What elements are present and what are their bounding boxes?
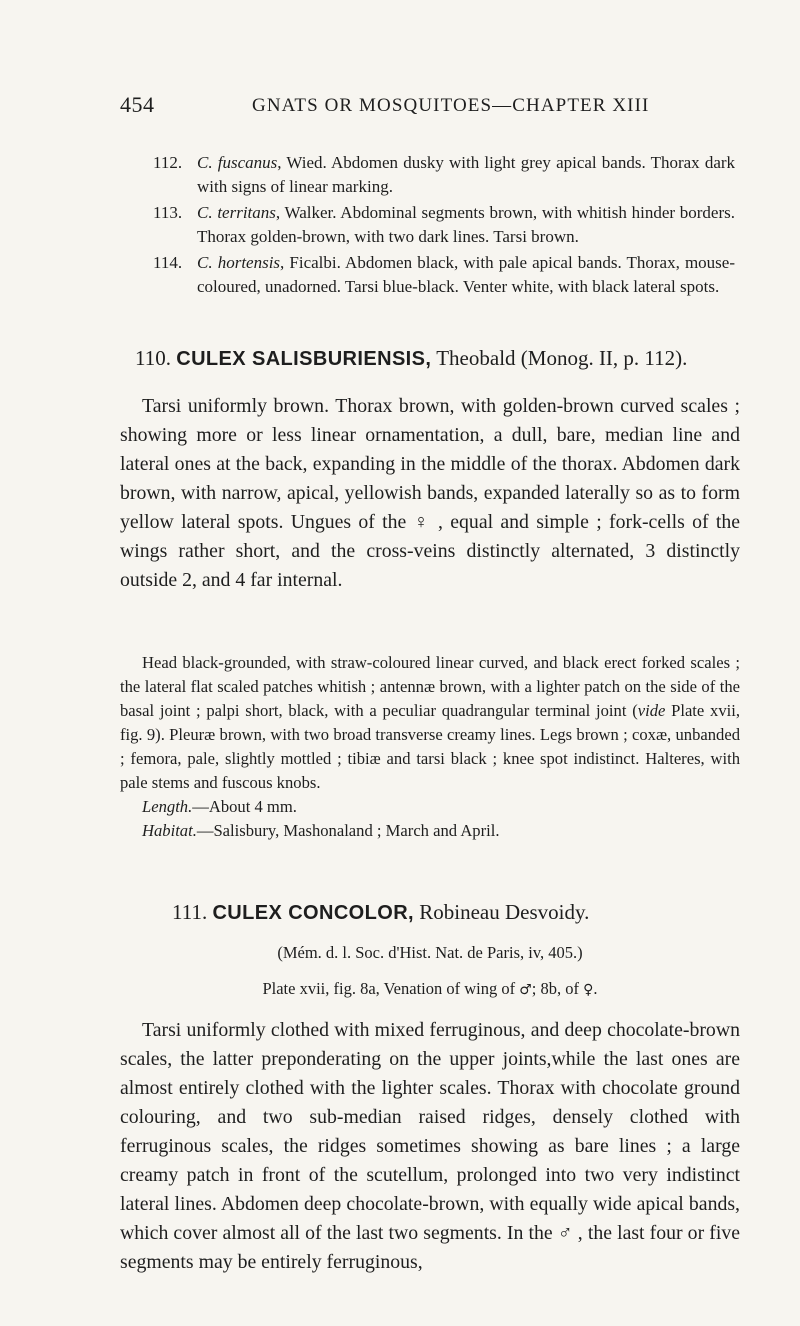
description-paragraph: Tarsi uniformly clothed with mixed ferruginous, and deep chocolate-brown scales, the latter preponderating on the upper joints,while the last ones are almost entirely clothed with the lighter scales. Thorax with chocolate ground colouring, and two sub-median raised ridges, densely clothed with ferruginous scales, the ridges sometimes showing as bare lines ; a large creamy patch in front of the scutellum, prolonged into two very indistinct lateral lines. Abdomen deep chocolate-brown, with equally wide apical bands, which cover almost all of the last two segments. In the ♂ , the last four or five segments may be entirely ferruginous, <box>120 1019 740 1273</box>
plate-reference: Plate xvii, fig. 8a, Venation of wing of ♂; 8b, of ♀. <box>262 979 598 998</box>
detail-paragraph: Head black-grounded, with straw-coloured linear curved, and black erect forked scales ; the lateral flat scaled patches whitish ; antennæ brown, with a lighter patch on the side of the basal joint ; palpi short, black, with a peculiar quadrangular terminal joint (vide Plate xvii, fig. 9). Pleuræ brown, with two broad transverse creamy lines. Legs brown ; coxæ, unbanded ; femora, pale, slightly mottled ; tibiæ and tarsi black ; knee spot indistinct. Halteres, with pale stems and fuscous knobs. <box>120 653 740 792</box>
list-item <box>153 151 735 199</box>
description-paragraph: Tarsi uniformly brown. Thorax brown, with golden-brown curved scales ; showing more or less linear ornamentation, a dull, bare, median line and lateral ones at the back, expanding in the middle of the thorax. Abdomen dark brown, with narrow, apical, yellowish bands, expanded laterally so as to form yellow lateral spots. Ungues of the ♀ , equal and simple ; fork-cells of the wings rather short, and the cross-veins distinctly alternated, 3 distinctly outside 2, and 4 far internal. <box>120 395 740 591</box>
entry-description: Abdomen black, with pale apical bands. Thorax, mouse-coloured, unadorned. Tarsi blue-black. Venter white, with black lateral spots. <box>197 253 735 296</box>
running-head <box>0 92 800 132</box>
species-heading-salisburiensis <box>135 346 755 371</box>
species-heading-concolor <box>172 900 792 925</box>
entry-authority: , Walker. <box>275 203 337 222</box>
entry-authority: , Wied. <box>277 153 327 172</box>
bibliographic-reference: (Mém. d. l. Soc. d'Hist. Nat. de Paris, iv, 405.) <box>277 943 583 962</box>
entry-authority: , Ficalbi. <box>280 253 341 272</box>
page-number: 454 <box>120 92 155 117</box>
entry-description: Abdomen dusky with light grey apical bands. Thorax dark with signs of linear marking. <box>197 153 736 196</box>
species-name: CULEX SALISBURIENSIS, <box>176 348 432 370</box>
entry-number: 114. <box>153 253 183 272</box>
habitat-value: —Salisbury, Mashonaland ; March and April. <box>196 821 500 840</box>
species-list <box>153 151 735 301</box>
chapter-title: GNATS OR MOSQUITOES—CHAPTER XIII <box>252 95 650 116</box>
entry-number: 113. <box>153 203 183 222</box>
entry-description: Abdominal segments brown, with whitish hinder borders. Thorax golden-brown, with two dark lines. Tarsi brown. <box>197 203 735 246</box>
entry-species: territans <box>217 203 276 222</box>
length-line <box>120 795 740 819</box>
species-authority: Robineau Desvoidy. <box>419 900 590 924</box>
entry-genus: C. <box>197 153 213 172</box>
species-name: CULEX CONCOLOR, <box>212 902 415 924</box>
entry-number: 112. <box>153 153 183 172</box>
habitat-line <box>120 819 740 843</box>
list-item <box>153 251 735 299</box>
entry-genus: C. <box>197 253 213 272</box>
female-symbol-icon: ♀ <box>583 982 594 998</box>
male-symbol-icon: ♂ <box>519 982 532 998</box>
section-number: 110. <box>135 346 171 370</box>
section-number: 111. <box>172 900 208 924</box>
habitat-label: Habitat. <box>142 821 197 840</box>
species-authority: Theobald (Monog. II, p. 112). <box>436 346 688 370</box>
length-value: —About 4 mm. <box>192 797 297 816</box>
entry-species: hortensis <box>217 253 281 272</box>
entry-genus: C. <box>197 203 213 222</box>
length-label: Length. <box>142 797 193 816</box>
detail-block <box>120 651 740 843</box>
entry-species: fuscanus <box>217 153 278 172</box>
list-item <box>153 201 735 249</box>
